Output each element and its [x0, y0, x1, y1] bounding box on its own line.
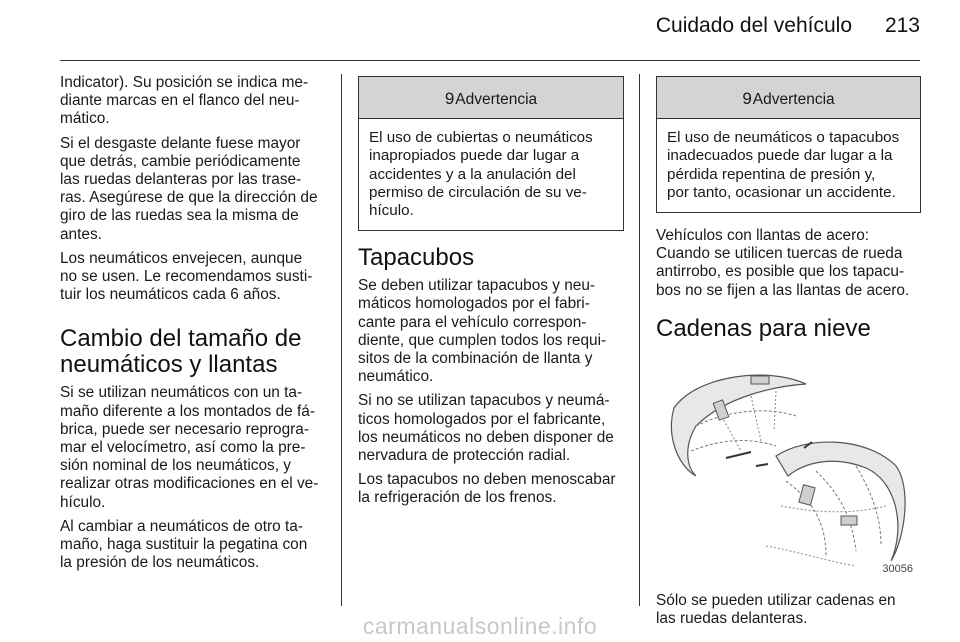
text-line: diante marcas en el flanco del neu- — [60, 92, 300, 110]
warning-header — [359, 77, 623, 119]
text-line: máticos homologados por el fabri- — [358, 295, 590, 313]
text-line: El uso de neumáticos o tapacubos — [667, 129, 900, 147]
text-line: que detrás, cambie periódicamente — [60, 152, 301, 170]
text-line: nervadura de protección radial. — [358, 447, 571, 465]
text-line: Sólo se pueden utilizar cadenas en — [656, 591, 896, 609]
paragraph — [60, 384, 325, 511]
paragraph — [656, 227, 921, 300]
column-1 — [60, 74, 325, 578]
section-heading-hubcaps — [358, 245, 624, 271]
text-line: Se deben utilizar tapacubos y neu- — [358, 277, 595, 295]
text-line: maño diferente a los montados de fá- — [60, 402, 315, 420]
text-line: bos no se fijen a las llantas de acero. — [656, 281, 910, 299]
text-line: las ruedas delanteras por las trase- — [60, 171, 302, 189]
text-line: la presión de los neumáticos. — [60, 554, 260, 572]
column-divider-2 — [639, 74, 640, 606]
text-line: Si se utilizan neumáticos con un ta- — [60, 384, 303, 402]
page-number: 213 — [884, 14, 920, 37]
text-line: Indicator). Su posición se indica me- — [60, 74, 309, 91]
paragraph — [358, 392, 624, 465]
text-line: ticos homologados por el fabricante, — [358, 410, 606, 428]
text-line: las ruedas delanteras. — [656, 610, 808, 628]
warning-box — [358, 76, 624, 231]
header-rule — [60, 60, 920, 61]
text-line: brica, puede ser necesario reprogra- — [60, 420, 309, 438]
text-line: hículo. — [60, 493, 106, 511]
text-line: diente, que cumplen todos los requi- — [358, 331, 607, 349]
text-line: sitos de la combinación de llanta y — [358, 350, 593, 368]
text-line: inadecuados puede dar lugar a la — [667, 147, 893, 165]
warning-header — [657, 77, 920, 119]
text-line: sión nominal de los neumáticos, y — [60, 457, 291, 475]
warning-icon: 9 — [444, 89, 455, 108]
section-heading-snow-chains — [656, 316, 921, 342]
warning-box — [656, 76, 921, 213]
watermark: carmanualsonline.info — [362, 613, 598, 639]
text-line: por tanto, ocasionar un accidente. — [667, 183, 896, 201]
figure-number: 30056 — [882, 562, 913, 575]
text-line: ras. Asegúrese de que la dirección de — [60, 189, 318, 207]
text-line: accidentes y a la anulación del — [369, 165, 576, 183]
warning-title: Advertencia — [752, 91, 835, 108]
text-line: Los tapacubos no deben menoscabar — [358, 471, 616, 489]
text-line: Al cambiar a neumáticos de otro ta- — [60, 517, 303, 535]
heading-line: Cadenas para nieve — [656, 314, 871, 342]
warning-body — [657, 119, 920, 212]
warning-title: Advertencia — [455, 91, 538, 108]
paragraph — [60, 74, 325, 129]
text-line: giro de las ruedas sea la misma de — [60, 207, 299, 225]
column-2 — [358, 74, 624, 514]
paragraph — [60, 135, 325, 244]
column-divider-1 — [341, 74, 342, 606]
paragraph — [358, 277, 624, 386]
text-line: la refrigeración de los frenos. — [358, 489, 557, 507]
text-line: mar el velocímetro, así como la pre- — [60, 439, 306, 457]
text-line: Cuando se utilicen tuercas de rueda — [656, 245, 903, 263]
text-line: permiso de circulación de su ve- — [369, 183, 587, 201]
text-line: Si el desgaste delante fuese mayor — [60, 134, 301, 152]
text-line: pérdida repentina de presión y, — [667, 165, 876, 183]
text-line: maño, haga sustituir la pegatina con — [60, 536, 308, 554]
heading-line: Tapacubos — [358, 244, 475, 272]
header-title: Cuidado del vehículo — [655, 14, 852, 37]
snow-chain-illustration — [656, 356, 919, 584]
snow-chains-figure — [656, 356, 919, 584]
warning-icon: 9 — [742, 89, 752, 108]
text-line: neumático. — [358, 368, 434, 386]
heading-line: Cambio del tamaño de — [60, 325, 302, 353]
text-line: Vehículos con llantas de acero: — [656, 227, 870, 245]
text-line: antirrobo, es posible que los tapacu- — [656, 263, 905, 281]
text-line: realizar otras modificaciones en el ve- — [60, 475, 319, 493]
paragraph — [60, 518, 325, 573]
warning-body — [359, 119, 623, 230]
text-line: tuir los neumáticos cada 6 años. — [60, 286, 281, 304]
section-heading-tire-size — [60, 326, 325, 378]
text-line: antes. — [60, 225, 102, 243]
text-line: Si no se utilizan tapacubos y neumá- — [358, 392, 610, 410]
text-line: los neumáticos no deben disponer de — [358, 428, 614, 446]
paragraph — [358, 471, 624, 507]
column-3 — [656, 74, 921, 634]
text-line: mático. — [60, 110, 110, 128]
text-line: no se usen. Le recomendamos susti- — [60, 268, 313, 286]
paragraph — [60, 250, 325, 305]
text-line: Los neumáticos envejecen, aunque — [60, 249, 303, 267]
text-line: inapropiados puede dar lugar a — [369, 147, 580, 165]
text-line: cante para el vehículo correspon- — [358, 313, 587, 331]
text-line: hículo. — [369, 202, 414, 220]
text-line: El uso de cubiertas o neumáticos — [369, 129, 593, 147]
heading-line: neumáticos y llantas — [60, 351, 278, 379]
